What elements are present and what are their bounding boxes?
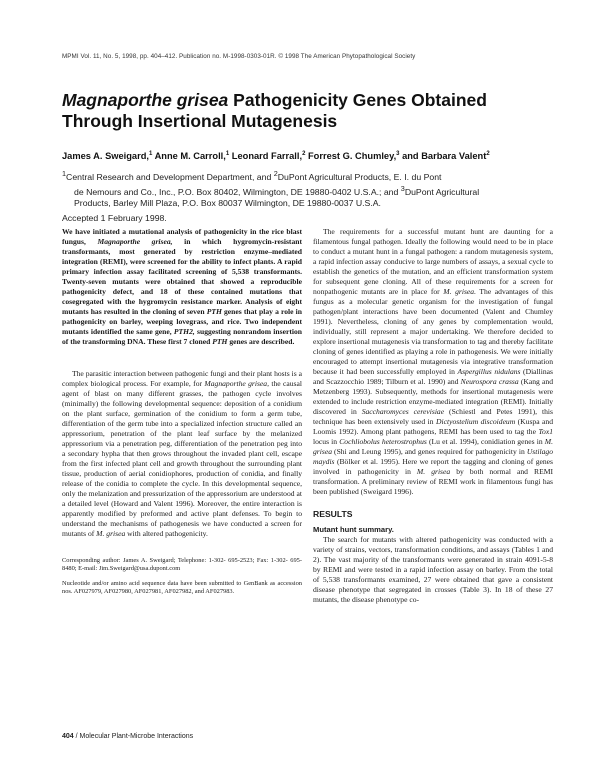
author-name: James A. Sweigard, — [62, 151, 149, 162]
affil-line-3: Products, Barley Mill Plaza, P.O. Box 80037 Wilmington, DE 19880-0037 U.S.A. — [74, 198, 381, 209]
intro-paragraph-2: The requirements for a successful mutant hunt are daunting for a filamentous fungal pathogen. Ideally the following would need to be in place to conduct a mutant hunt in a fungal pathogen: a random mutagenesis system, a rapid infection assay conducive to large numbers of assays, a sexual cycle to establish the genetics of the mutation, and an efficient transformation system for subsequent gene cloning. All of these requirements for a screen for nonpathogenic mutants are in place for M. grisea. The advantages of this fungus as a molecular genetic organism for the investigation of fungal pathogen/plant interactions have been documented (Valent and Chumley 1991). Nevertheless, cloning of any genes by complementation would, individually, still represent a major undertaking. We therefore decided to explore insertional mutagenesis via transformation to tag and thereby facilitate cloning of genes identified as playing a role in pathogenesis. We were initially encouraged to attempt insertional mutagenesis via integrative transformation because it had been successfully employed in Aspergillus nidulans (Diallinas and Scazzocchio 1989; Tilburn et al. 1990) and Neurospora crassa (Kang and Metzenberg 1993). Subsequently, methods for insertional mutagenesis were extended to include restriction enzyme-mediated integration (REMI). Initially discovered in Saccharomyces cerevisiae (Schiestl and Petes 1991), this technique has been extensively used in Dictyostelium discoideum (Kuspa and Loomis 1992). Among plant pathogens, REMI has been used to tag the Tox1 locus in Cochliobolus heterostrophus (Lu et al. 1994), conidiation genes in M. grisea (Shi and Leung 1995), and genes required for pathogenicity in Ustilago maydis (Bölker et al. 1995). Here we report the tagging and cloning of genes involved in pathogenicity in M. grisea by both normal and REMI transformation. A preliminary review of REMI work in filamentous fungi has been published (Sweigard 1996). — [313, 227, 554, 496]
author-name: Forrest G. Chumley, — [305, 151, 397, 162]
journal-name: / Molecular Plant-Microbe Interactions — [73, 733, 194, 740]
author-name: Leonard Farrall, — [229, 151, 303, 162]
title-text: Pathogenicity Genes Obtained Through Insertional Mutagenesis — [62, 90, 487, 131]
author-affil-mark: 3 — [396, 151, 400, 157]
corresponding-author-note: Corresponding author: James A. Sweigard; Telephone: 1-302- 695-2523; Fax: 1-302- 695-8480; E-mail: Jim.Sweigard@usa.dupont.com — [62, 557, 302, 573]
affil-text: DuPont Agricultural — [404, 187, 480, 198]
right-column — [313, 227, 553, 605]
author-affil-mark: 1 — [225, 151, 230, 157]
title-species: Magnaporthe grisea — [62, 90, 229, 110]
mutant-hunt-heading: Mutant hunt summary. — [313, 525, 394, 534]
author-list — [62, 151, 490, 161]
article-title — [62, 90, 552, 132]
affil-mark: 3 — [400, 184, 405, 194]
results-paragraph: The search for mutants with altered pathogenicity was conducted with a variety of strains, vectors, transformation conditions, and assays (Tables 1 and 2). The vast majority of the transformants were generated in strain 4091-5-8 by REMI and were tested in a rapid infection assay on barley. From the total of 5,538 transformants examined, 27 were obtained that gave a consistent disease phenotype that segregated in crosses (Table 3). In 18 of these 27 mutants, the disease phenotype co- — [313, 535, 553, 604]
author-name: and Barbara Valent — [399, 151, 487, 162]
affil-text: de Nemours and Co., Inc., P.O. Box 80402, Wilmington, DE 19880-0402 U.S.A.; and — [74, 187, 401, 198]
left-column — [62, 227, 302, 597]
affil-mark: 2 — [273, 169, 278, 178]
running-header: MPMI Vol. 11, No. 5, 1998, pp. 404–412. Publication no. M-1998-0303-01R. © 1998 The American Phytopathological Society — [62, 53, 416, 60]
abstract: We have initiated a mutational analysis of pathogenicity in the rice blast fungus, Magnaporthe grisea, in which hygromycin-resistant transformants, most generated by restriction enzyme–mediated integration (REMI), were screened for the ability to infect plants. A rapid primary infection assay facilitated screening of 5,538 transformants. Twenty-seven mutants were obtained that showed a reproducible pathogenicity defect, and 18 of these contained mutations that cosegregated with the hygromycin resistance marker. Analysis of eight mutants has resulted in the cloning of seven PTH genes that play a role in pathogenicity on barley, weeping lovegrass, and rice. Two independent mutants identified the same gene, PTH2, suggesting nonrandom insertion of the transforming DNA. These first 7 cloned PTH genes are described. — [62, 227, 303, 346]
author-affil-mark: 2 — [486, 151, 490, 157]
page-footer — [62, 733, 193, 740]
results-heading: RESULTS — [313, 509, 353, 519]
affil-mark: 1 — [62, 169, 67, 178]
affil-line-2 — [62, 183, 562, 198]
accepted-date: Accepted 1 February 1998. — [62, 213, 167, 223]
author-name: Anne M. Carroll, — [152, 151, 226, 162]
author-affil-mark: 1 — [148, 151, 153, 157]
affil-line-1 — [62, 169, 442, 182]
intro-paragraph: The parasitic interaction between pathogenic fungi and their plant hosts is a complex biological process. For example, for Magnaporthe grisea, the causal agent of blast on many different grasses, the pathogen cycle involves (minimally) the following developmental sequence: deposition of a conidium on the plant surface, germination of the conidium to form a germ tube, differentiation of the germ tube into a specialized infection structure called an appressorium, penetration of the plant leaf surface by the melanized appressorium via a penetration peg, differentiation of the penetration peg into a secondary hypha that then grows throughout the invaded plant cell, escape from the first infected plant cell and growth throughout the surrounding plant tissue, production of aerial conidiophores, production of conidia, and finally release of the conidia to complete the cycle. In this developmental sequence, only the melanization and pressurization of the appressorium are understood at a detailed level (Howard and Valent 1996). Moreover, the entire interaction is apparently modified by preformed and active plant defenses. To begin to understand the mechanisms of pathogenesis we have conducted a screen for mutants of M. grisea with altered pathogenicity. — [62, 369, 302, 538]
affiliations — [62, 168, 562, 210]
affil-text: DuPont Agricultural Products, E. I. du Pont — [277, 171, 442, 182]
author-affil-mark: 2 — [302, 151, 306, 157]
page-number: 404 — [62, 733, 74, 740]
affil-text: Central Research and Development Department, and — [66, 171, 274, 182]
genbank-note: Nucleotide and/or amino acid sequence data have been submitted to GenBank as accession nos. AF027979, AF027980, AF027981, AF027982, and AF027983. — [62, 579, 302, 596]
